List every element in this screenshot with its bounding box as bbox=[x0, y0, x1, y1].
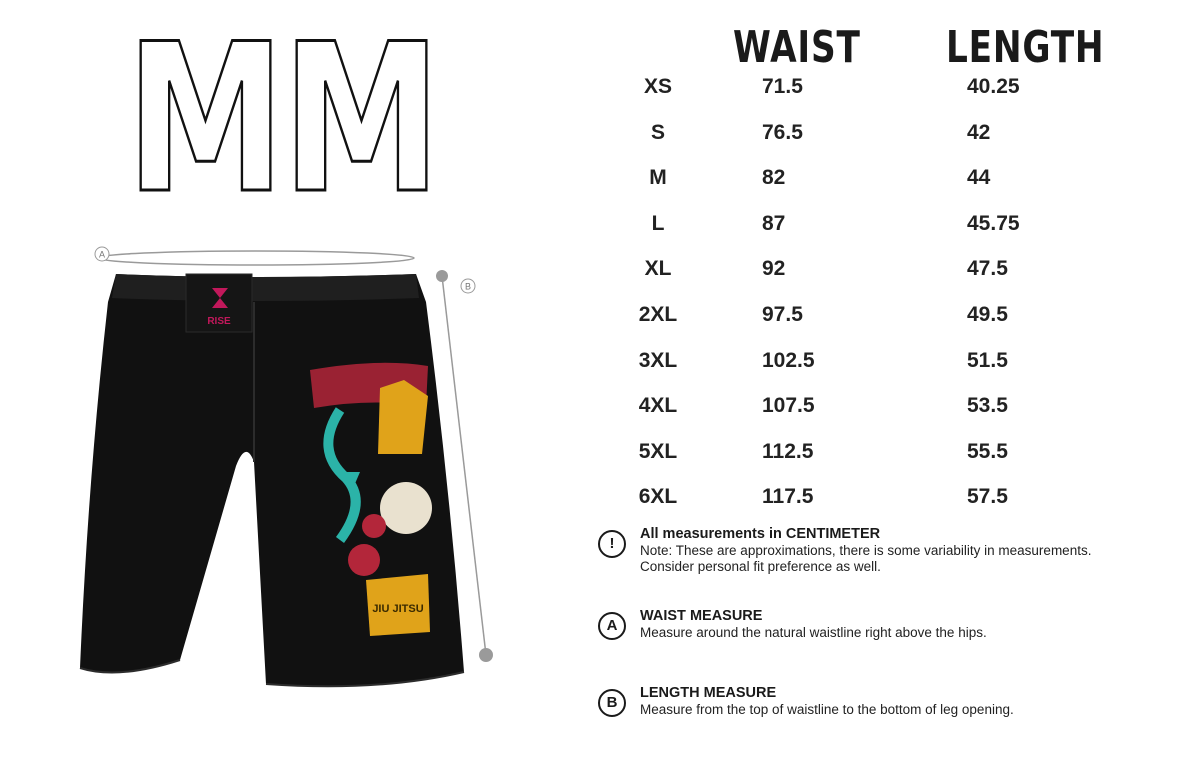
measurement-note-line2: Consider personal fit preference as well. bbox=[640, 559, 881, 574]
waist-cell: 82 bbox=[762, 166, 786, 190]
waist-cell: 87 bbox=[762, 211, 786, 235]
measurement-note-line1: Note: These are approximations, there is some variability in measurements. bbox=[640, 543, 1092, 558]
size-cell: L bbox=[651, 211, 665, 235]
length-cell: 45.75 bbox=[967, 211, 1020, 235]
length-cell: 44 bbox=[967, 166, 991, 190]
measurement-note-title: All measurements in CENTIMETER bbox=[640, 526, 881, 542]
waist-guide-ellipse bbox=[98, 251, 414, 265]
size-cell: M bbox=[649, 166, 667, 190]
waist-cell: 76.5 bbox=[762, 120, 803, 144]
shorts-illustration bbox=[78, 240, 508, 700]
length-measure-title: LENGTH MEASURE bbox=[640, 685, 777, 701]
table-row bbox=[610, 201, 1080, 247]
table-row bbox=[610, 155, 1080, 201]
table-row bbox=[610, 383, 1080, 429]
size-cell: 3XL bbox=[638, 348, 678, 372]
table-row bbox=[610, 429, 1080, 475]
table-row bbox=[610, 292, 1080, 338]
unit-title: MM bbox=[126, 1, 438, 239]
length-cell: 47.5 bbox=[967, 257, 1008, 281]
rose-shape-2 bbox=[362, 514, 386, 538]
size-cell: S bbox=[650, 120, 665, 144]
marker-b-icon: B bbox=[598, 689, 626, 717]
brand-logo-text: RISE bbox=[207, 316, 231, 327]
length-cell: 49.5 bbox=[967, 302, 1008, 326]
table-row bbox=[610, 474, 1080, 520]
size-cell: XS bbox=[643, 75, 672, 98]
shorts-diagram bbox=[78, 240, 508, 700]
waist-cell: 102.5 bbox=[762, 348, 815, 372]
length-cell: 42 bbox=[967, 120, 991, 144]
marker-a: A bbox=[98, 249, 106, 260]
print-text: JIU JITSU bbox=[372, 603, 424, 615]
waist-cell: 107.5 bbox=[762, 394, 815, 418]
size-cell: 6XL bbox=[638, 485, 678, 509]
size-cell: 5XL bbox=[638, 439, 678, 463]
length-guide-bottom-dot bbox=[479, 648, 493, 662]
length-cell: 53.5 bbox=[967, 394, 1008, 418]
skull-shape bbox=[380, 482, 432, 534]
rose-shape-1 bbox=[348, 544, 380, 576]
length-cell: 40.25 bbox=[967, 75, 1020, 98]
table-row bbox=[610, 110, 1080, 156]
length-guide-top-dot bbox=[436, 270, 448, 282]
waist-measure-title: WAIST MEASURE bbox=[640, 608, 763, 624]
size-cell: XL bbox=[644, 257, 672, 281]
exclamation-icon: ! bbox=[598, 530, 626, 558]
length-measure-desc: Measure from the top of waistline to the bottom of leg opening. bbox=[640, 702, 1014, 717]
waist-cell: 71.5 bbox=[762, 75, 803, 98]
marker-a-icon: A bbox=[598, 612, 626, 640]
waist-cell: 92 bbox=[762, 257, 786, 281]
length-cell: 55.5 bbox=[967, 439, 1008, 463]
table-row bbox=[610, 246, 1080, 292]
col-header-length: LENGTH bbox=[946, 22, 1105, 73]
col-header-waist: WAIST bbox=[733, 22, 861, 73]
waist-measure-desc: Measure around the natural waistline right above the hips. bbox=[640, 625, 987, 640]
samurai-helmet bbox=[378, 380, 428, 454]
size-table bbox=[610, 64, 1080, 520]
waist-cell: 117.5 bbox=[762, 485, 814, 509]
length-cell: 57.5 bbox=[967, 485, 1008, 509]
size-cell: 4XL bbox=[638, 394, 678, 418]
size-cell: 2XL bbox=[638, 302, 678, 326]
table-row bbox=[610, 64, 1080, 110]
marker-b: B bbox=[464, 281, 472, 292]
waistband bbox=[112, 274, 419, 301]
table-row bbox=[610, 338, 1080, 384]
waist-cell: 112.5 bbox=[762, 439, 814, 463]
waist-cell: 97.5 bbox=[762, 302, 803, 326]
length-cell: 51.5 bbox=[967, 348, 1008, 372]
